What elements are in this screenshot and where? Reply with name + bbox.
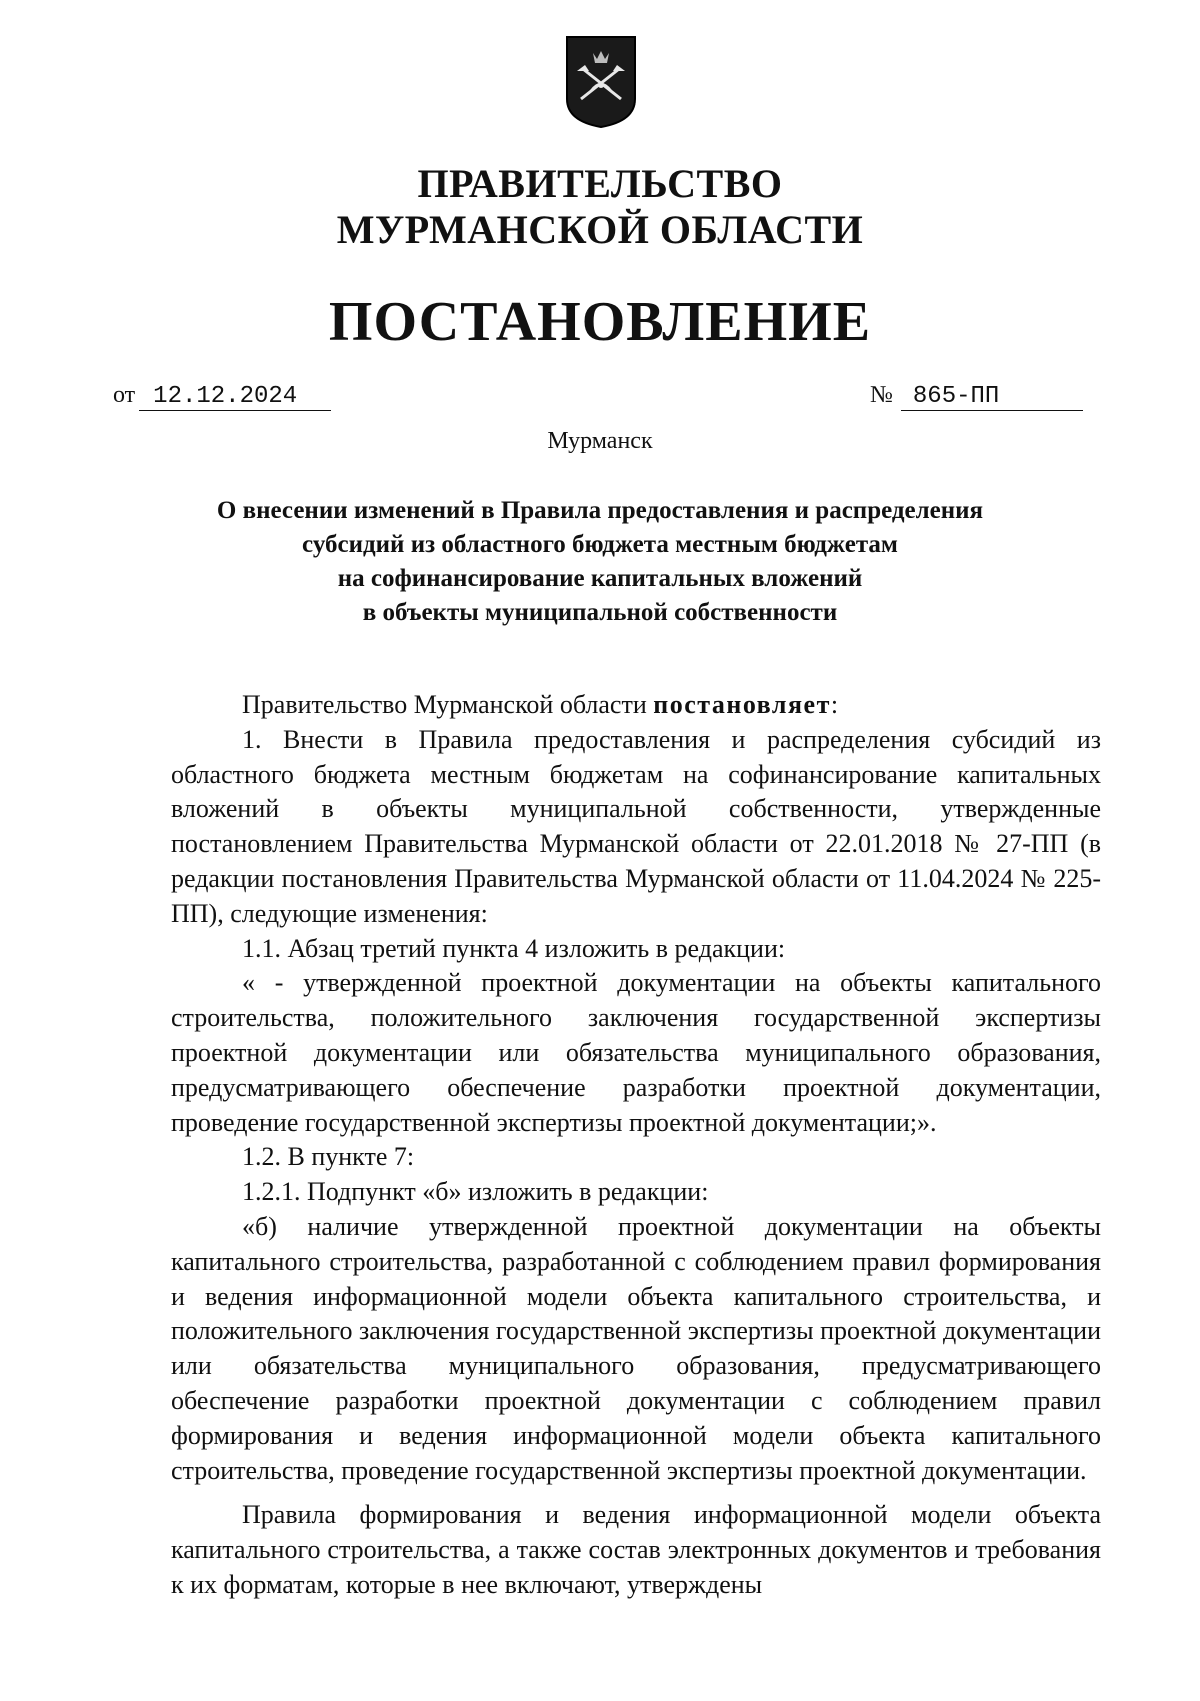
paragraph-1: 1. Внести в Правила предоставления и распределения субсидий из областного бюджета местным бюджетам на софинансирование капитальных вложений в объекты муниципальной собственности, утвержденные постановлением Правительства Мурманской области от 22.01.2018 № 27-ПП (в редакции постановления Правительства Мурманской области от 11.04.2024 № 225-ПП), следующие изменения: xyxy=(171,724,1101,928)
paragraph-1-1: 1.1. Абзац третий пункта 4 изложить в редакции: xyxy=(242,933,786,963)
paragraph-1-2-1: 1.2.1. Подпункт «б» изложить в редакции: xyxy=(242,1177,709,1207)
date-value: 12.12.2024 xyxy=(139,383,331,411)
intro-colon: : xyxy=(830,690,839,719)
paragraph-1-2: 1.2. В пункте 7: xyxy=(242,1142,415,1172)
subject-line: О внесении изменений в Правила предоставления и распределения xyxy=(216,497,984,524)
number-prefix: № xyxy=(870,382,893,408)
document-date xyxy=(113,382,331,411)
organization-name-line2: МУРМАНСКОЙ ОБЛАСТИ xyxy=(336,207,864,252)
date-prefix: от xyxy=(113,382,136,408)
city-name: Мурманск xyxy=(547,428,653,454)
intro-paragraph xyxy=(171,688,1101,723)
paragraph-1-1-quote: « - утвержденной проектной документации на объекты капитального строительства, положительного заключения государственной экспертизы проектной документации или обязательства муниципального образования, предусматривающего обеспечение разработки проектной документации, проведение государственной экспертизы проектной документации;». xyxy=(171,968,1101,1137)
subject-line: субсидий из областного бюджета местным бюджетам xyxy=(302,531,898,558)
document-body xyxy=(171,688,1101,1603)
paragraph-rules: Правила формирования и ведения информационной модели объекта капитального строительства, а также состав электронных документов и требования к их форматам, которые в нее включают, утверждены xyxy=(171,1500,1101,1599)
document-number xyxy=(870,382,1083,411)
number-value: 865-ПП xyxy=(901,383,1083,411)
subject-line: в объекты муниципальной собственности xyxy=(362,599,838,626)
organization-name-line1: ПРАВИТЕЛЬСТВО xyxy=(417,161,783,206)
document-subject xyxy=(0,494,1200,630)
intro-text: Правительство Мурманской области xyxy=(242,690,654,719)
subject-line: на софинансирование капитальных вложений xyxy=(337,565,863,592)
coat-of-arms-emblem xyxy=(563,33,639,129)
intro-verb: постановляет xyxy=(653,690,831,719)
document-type-title: ПОСТАНОВЛЕНИЕ xyxy=(328,291,872,353)
paragraph-1-2-1-quote: «б) наличие утвержденной проектной документации на объекты капитального строительства, разработанной с соблюдением правил формирования и ведения информационной модели объекта капитального строительства, и положительного заключения государственной экспертизы проектной документации или обязательства муниципального образования, предусматривающего обеспечение разработки проектной документации с соблюдением правил формирования и ведения информационной модели объекта капитального строительства, проведение государственной экспертизы проектной документации. xyxy=(171,1211,1101,1485)
